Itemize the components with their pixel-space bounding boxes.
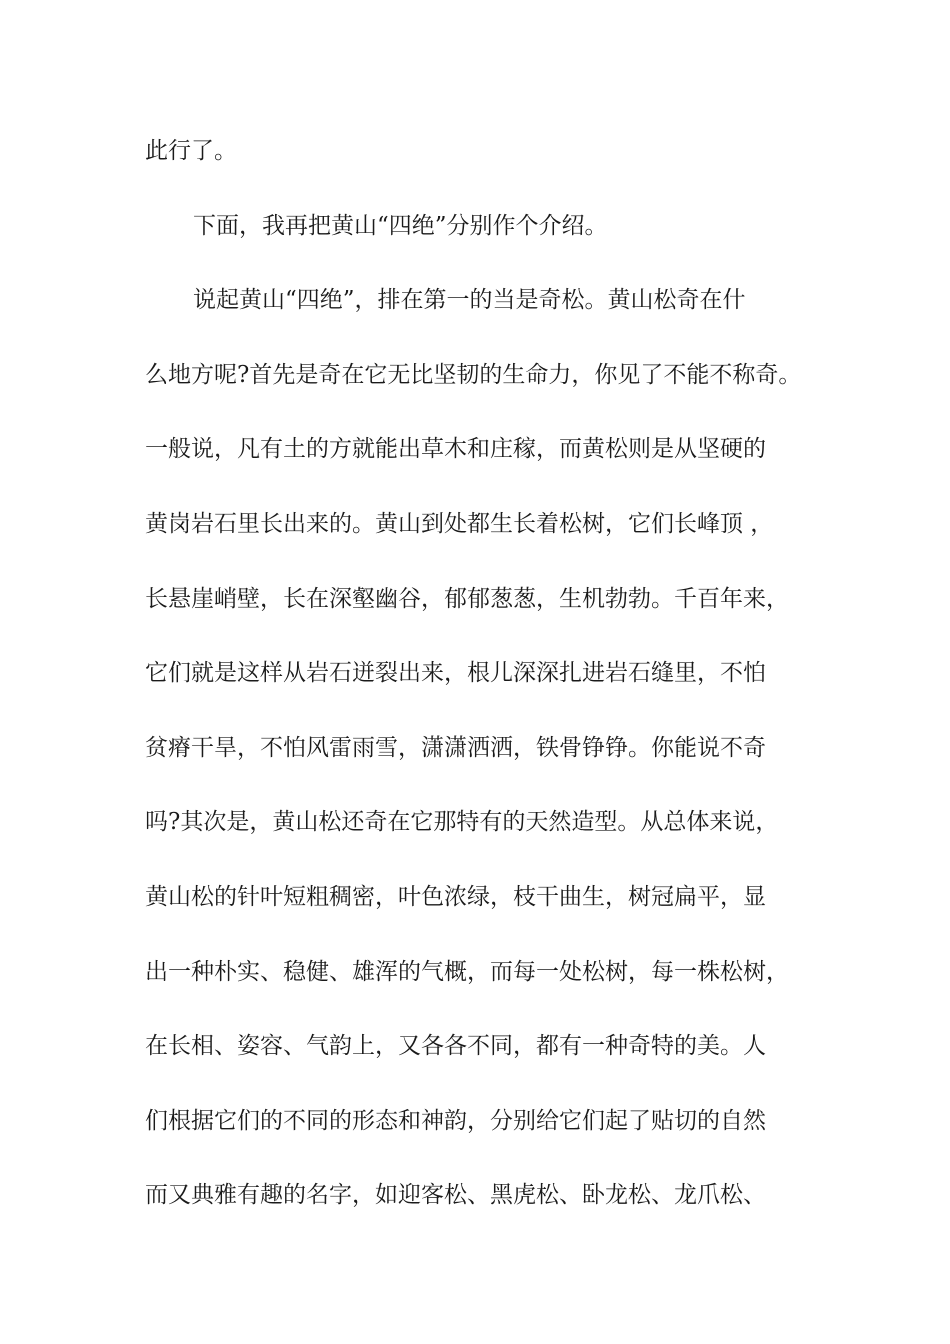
text-line: 么地方呢?首先是奇在它无比坚韧的生命力，你见了不能不称奇。: [145, 361, 802, 388]
text-line: 说起黄山“四绝”，排在第一的当是奇松。黄山松奇在什: [193, 287, 746, 314]
text-line: 们根据它们的不同的形态和神韵，分别给它们起了贴切的自然: [145, 1107, 766, 1134]
body-text: [145, 128, 825, 1247]
text-line: 黄岗岩石里长出来的。黄山到处都生长着松树，它们长峰顶 ，: [145, 510, 774, 537]
text-line: 在长相、姿容、气韵上，又各各不同，都有一种奇特的美。人: [145, 1033, 766, 1060]
text-line: 此行了。: [145, 138, 237, 164]
text-line: 长悬崖峭壁，长在深壑幽谷，郁郁葱葱，生机勃勃。千百年来，: [145, 585, 789, 612]
text-line: 吗?其次是，黄山松还奇在它那特有的天然造型。从总体来说，: [145, 809, 779, 836]
text-line: 贫瘠干旱，不怕风雷雨雪，潇潇洒洒，铁骨铮铮。你能说不奇: [145, 734, 766, 761]
text-line: 而又典雅有趣的名字，如迎客松、黑虎松、卧龙松、龙爪松、: [145, 1182, 766, 1209]
text-line: 下面，我再把黄山“四绝”分别作个介绍。: [193, 212, 608, 239]
text-line: 它们就是这样从岩石迸裂出来，根儿深深扎进岩石缝里，不怕: [145, 660, 766, 687]
text-line: 出一种朴实、稳健、雄浑的气概，而每一处松树，每一株松树，: [145, 958, 789, 985]
text-line: 黄山松的针叶短粗稠密，叶色浓绿，枝干曲生，树冠扁平，显: [145, 883, 766, 910]
text-line: 一般说，凡有土的方就能出草木和庄稼，而黄松则是从坚硬的: [145, 436, 766, 463]
